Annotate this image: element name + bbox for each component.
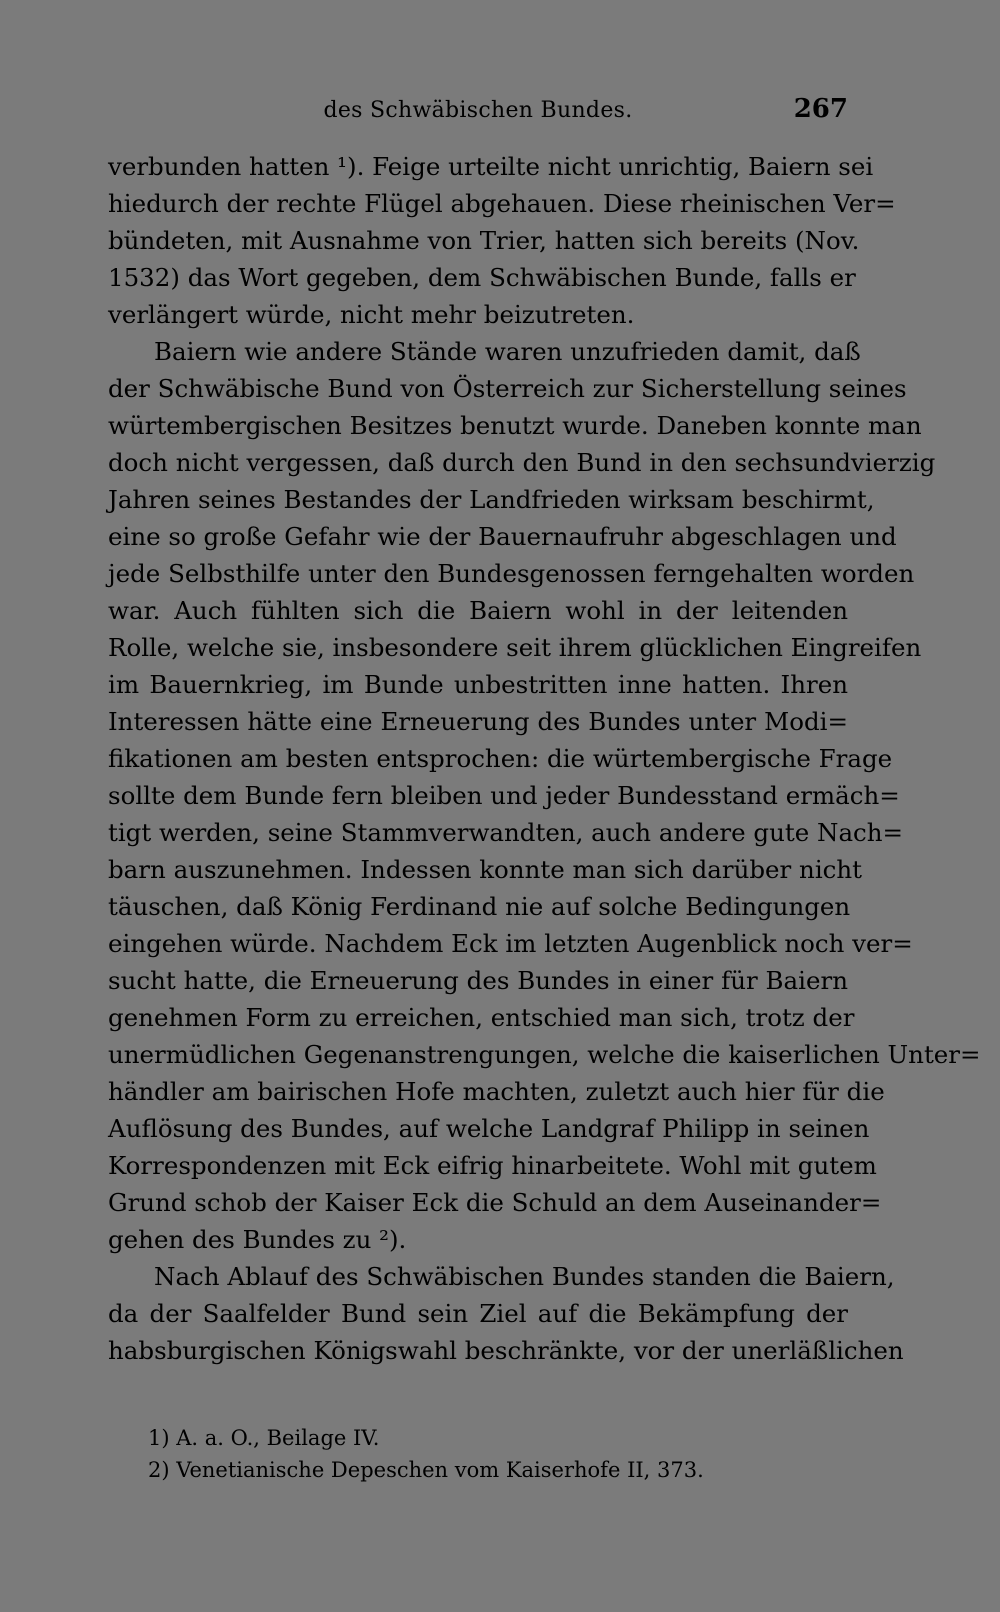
text-line: hiedurch der rechte Flügel abgehauen. Diese rheinischen Ver= xyxy=(108,189,896,218)
text-line: barn auszunehmen. Indessen konnte man sich darüber nicht xyxy=(108,855,863,884)
text-line: sollte dem Bunde fern bleiben und jeder Bundesstand ermäch= xyxy=(108,781,900,810)
text-line: Korrespondenzen mit Eck eifrig hinarbeitete. Wohl mit gutem xyxy=(108,1151,877,1180)
text-line: 1532) das Wort gegeben, dem Schwäbischen Bunde, falls er xyxy=(108,263,856,292)
text-line: Baiern wie andere Stände waren unzufrieden damit, daß xyxy=(154,337,861,366)
text-line: händler am bairischen Hofe machten, zuletzt auch hier für die xyxy=(108,1077,885,1106)
text-line: Interessen hätte eine Erneuerung des Bundes unter Modi= xyxy=(108,707,848,736)
page-header xyxy=(108,92,848,132)
text-line: bündeten, mit Ausnahme von Trier, hatten sich bereits (Nov. xyxy=(108,226,860,255)
text-line: genehmen Form zu erreichen, entschied man sich, trotz der xyxy=(108,1003,855,1032)
text-line: war. Auch fühlten sich die Baiern wohl in der leitenden xyxy=(108,596,848,625)
body-text xyxy=(108,148,981,1369)
running-head: des Schwäbischen Bundes. xyxy=(323,98,633,123)
text-line: gehen des Bundes zu ²). xyxy=(108,1225,407,1254)
text-line: Rolle, welche sie, insbesondere seit ihrem glücklichen Eingreifen xyxy=(108,633,922,662)
text-line: würtembergischen Besitzes benutzt wurde. Daneben konnte man xyxy=(108,411,922,440)
text-line: verlängert würde, nicht mehr beizutreten. xyxy=(108,300,635,329)
text-line: jede Selbsthilfe unter den Bundesgenossen ferngehalten worden xyxy=(108,559,915,588)
footnotes xyxy=(148,1422,848,1486)
text-line: sucht hatte, die Erneuerung des Bundes in einer für Baiern xyxy=(108,966,848,995)
text-line: unermüdlichen Gegenanstrengungen, welche die kaiserlichen Unter= xyxy=(108,1040,981,1069)
text-line: im Bauernkrieg, im Bunde unbestritten inne hatten. Ihren xyxy=(108,670,848,699)
text-line: der Schwäbische Bund von Österreich zur Sicherstellung seines xyxy=(108,374,907,403)
text-line: doch nicht vergessen, daß durch den Bund in den sechsundvierzig xyxy=(108,448,936,477)
text-line: Auflösung des Bundes, auf welche Landgraf Philipp in seinen xyxy=(108,1114,870,1143)
text-line: verbunden hatten ¹). Feige urteilte nicht unrichtig, Baiern sei xyxy=(108,152,874,181)
text-line: eine so große Gefahr wie der Bauernaufruhr abgeschlagen und xyxy=(108,522,897,551)
footnote-2: 2) Venetianische Depeschen vom Kaiserhofe II, 373. xyxy=(148,1458,704,1482)
text-line: da der Saalfelder Bund sein Ziel auf die Bekämpfung der xyxy=(108,1299,848,1328)
text-line: habsburgischen Königswahl beschränkte, vor der unerläßlichen xyxy=(108,1336,904,1365)
text-line: fikationen am besten entsprochen: die würtembergische Frage xyxy=(108,744,893,773)
text-line: Nach Ablauf des Schwäbischen Bundes standen die Baiern, xyxy=(154,1262,895,1291)
text-line: eingehen würde. Nachdem Eck im letzten Augenblick noch ver= xyxy=(108,929,913,958)
text-line: tigt werden, seine Stammverwandten, auch andere gute Nach= xyxy=(108,818,904,847)
page-number: 267 xyxy=(793,94,848,124)
text-line: Grund schob der Kaiser Eck die Schuld an dem Auseinander= xyxy=(108,1188,882,1217)
footnote-1: 1) A. a. O., Beilage IV. xyxy=(148,1426,380,1450)
text-line: täuschen, daß König Ferdinand nie auf solche Bedingungen xyxy=(108,892,851,921)
text-line: Jahren seines Bestandes der Landfrieden wirksam beschirmt, xyxy=(108,485,875,514)
